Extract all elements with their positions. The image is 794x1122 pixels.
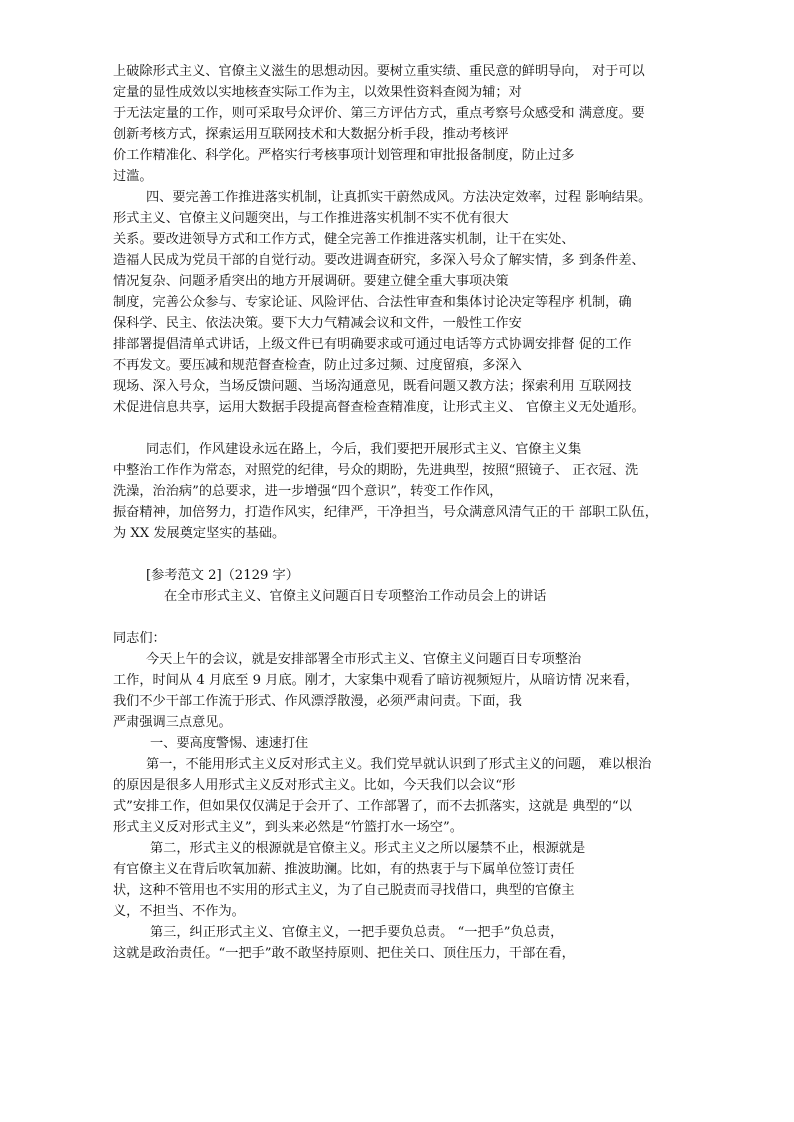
paragraph-line: 中整治工作作为常态，对照党的纪律，号众的期盼，先进典型，按照“照镜子、 正衣冠、洗 bbox=[113, 463, 639, 478]
paragraph-line: 定量的显性成效以实地核查实际工作为主，以效果性资料查阅为辅；对 bbox=[113, 85, 522, 100]
paragraph-line: 创新考核方式，探索运用互联网技术和大数据分析手段，推动考核评 bbox=[113, 127, 509, 142]
paragraph-line: 严肃强调三点意见。 bbox=[113, 715, 232, 730]
paragraph-line: 关系。要改进领导方式和工作方式，健全完善工作推进落实机制，让干在实处、 bbox=[113, 232, 575, 247]
paragraph-line: 制度，完善公众参与、专家论证、风险评估、合法性审查和集体讨论决定等程序 机制，确 bbox=[113, 295, 632, 310]
paragraph-line: 工作，时间从 4 月底至 9 月底。刚才，大家集中观看了暗访视频短片，从暗访情 况来看， bbox=[113, 673, 639, 688]
paragraph-line: 的原因是很多人用形式主义反对形式主义。比如，今天我们以会议“形 bbox=[113, 778, 516, 793]
paragraph-line: 同志们，作风建设永远在路上，今后，我们要把开展形式主义、官僚主义集 bbox=[146, 442, 582, 457]
paragraph-line: 上破除形式主义、官僚主义滋生的思想动因。要树立重实绩、重民意的鲜明导向， 对于可以 bbox=[113, 64, 645, 79]
paragraph-line: 保科学、民主、依法决策。要下大力气精减会议和文件，一般性工作安 bbox=[113, 316, 522, 331]
paragraph-line: 这就是政治责任。“一把手”敢不敢坚持原则、把住关口、顶住压力，干部在看， bbox=[113, 946, 575, 961]
section-heading-one: 一、要高度警惕、速速打住 bbox=[150, 736, 309, 751]
paragraph-line: 状，这种不管用也不实用的形式主义，为了自己脱责而寻找借口，典型的官僚主 bbox=[113, 883, 575, 898]
paragraph-line: 价工作精准化、科学化。严格实行考核事项计划管理和审批报备制度，防止过多 bbox=[113, 148, 575, 163]
paragraph-line: 式”安排工作，但如果仅仅满足于会开了、工作部署了，而不去抓落实，这就是 典型的“以 bbox=[113, 799, 632, 814]
paragraph-line: 于无法定量的工作，则可采取号众评价、第三方评估方式，重点考察号众感受和 满意度。要 bbox=[113, 106, 645, 121]
paragraph-line: 第一，不能用形式主义反对形式主义。我们党早就认识到了形式主义的问题， 难以根治 bbox=[146, 757, 652, 772]
paragraph-line: 今天上午的会议，就是安排部署全市形式主义、官僚主义问题百日专项整治 bbox=[146, 652, 582, 667]
paragraph-line: 过滥。 bbox=[113, 169, 153, 184]
speech-title: 在全市形式主义、官僚主义问题百日专项整治工作动员会上的讲话 bbox=[164, 589, 547, 604]
paragraph-line: 形式主义反对形式主义”，到头来必然是“竹篮打水一场空”。 bbox=[113, 820, 463, 835]
reference-label: [参考范文 2]（2129 字） bbox=[146, 568, 299, 583]
paragraph-line: 为 XX 发展奠定坚实的基础。 bbox=[113, 526, 286, 541]
paragraph-line: 振奋精神，加倍努力，打造作风实，纪律严，干净担当，号众满意风清气正的干 部职工队伍， bbox=[113, 505, 658, 520]
greeting: 同志们： bbox=[113, 631, 166, 646]
paragraph-line: 我们不少干部工作流于形式、作风漂浮散漫，必须严肃问责。下面，我 bbox=[113, 694, 522, 709]
paragraph-line: 洗澡，治治病”的总要求，进一步增强“四个意识”，转变工作作风， bbox=[113, 484, 503, 499]
paragraph-line: 不再发文。要压减和规范督查检查，防止过多过频、过度留痕，多深入 bbox=[113, 358, 522, 373]
paragraph-line: 造福人民成为党员干部的自觉行动。要改进调查研究，多深入号众了解实情，多 到条件差、 bbox=[113, 253, 645, 268]
paragraph-line: 第三，纠正形式主义、官僚主义，一把手要负总责。 “一把手”负总责， bbox=[150, 925, 564, 940]
section-heading-four: 四、要完善工作推进落实机制，让真抓实干蔚然成风。方法决定效率，过程 影响结果。 bbox=[146, 190, 652, 205]
paragraph-line: 情况复杂、问题矛盾突出的地方开展调研。要建立健全重大事项决策 bbox=[113, 274, 509, 289]
paragraph-line: 现场、深入号众，当场反馈问题、当场沟通意见，既看问题又教方法；探索利用 互联网技 bbox=[113, 379, 632, 394]
paragraph-line: 有官僚主义在背后吹氧加薪、推波助澜。比如，有的热衷于与下属单位签订责任 bbox=[113, 862, 575, 877]
paragraph-line: 第二，形式主义的根源就是官僚主义。形式主义之所以屡禁不止，根源就是 bbox=[150, 841, 586, 856]
paragraph-line: 义，不担当、不作为。 bbox=[113, 904, 245, 919]
paragraph-line: 排部署提倡清单式讲话，上级文件已有明确要求或可通过电话等方式协调安排督 促的工作 bbox=[113, 337, 632, 352]
paragraph-line: 术促进信息共享，运用大数据手段提高督查检查精准度，让形式主义、 官僚主义无处遁形。 bbox=[113, 400, 645, 415]
paragraph-line: 形式主义、官僚主义问题突出，与工作推进落实机制不实不优有很大 bbox=[113, 211, 509, 226]
